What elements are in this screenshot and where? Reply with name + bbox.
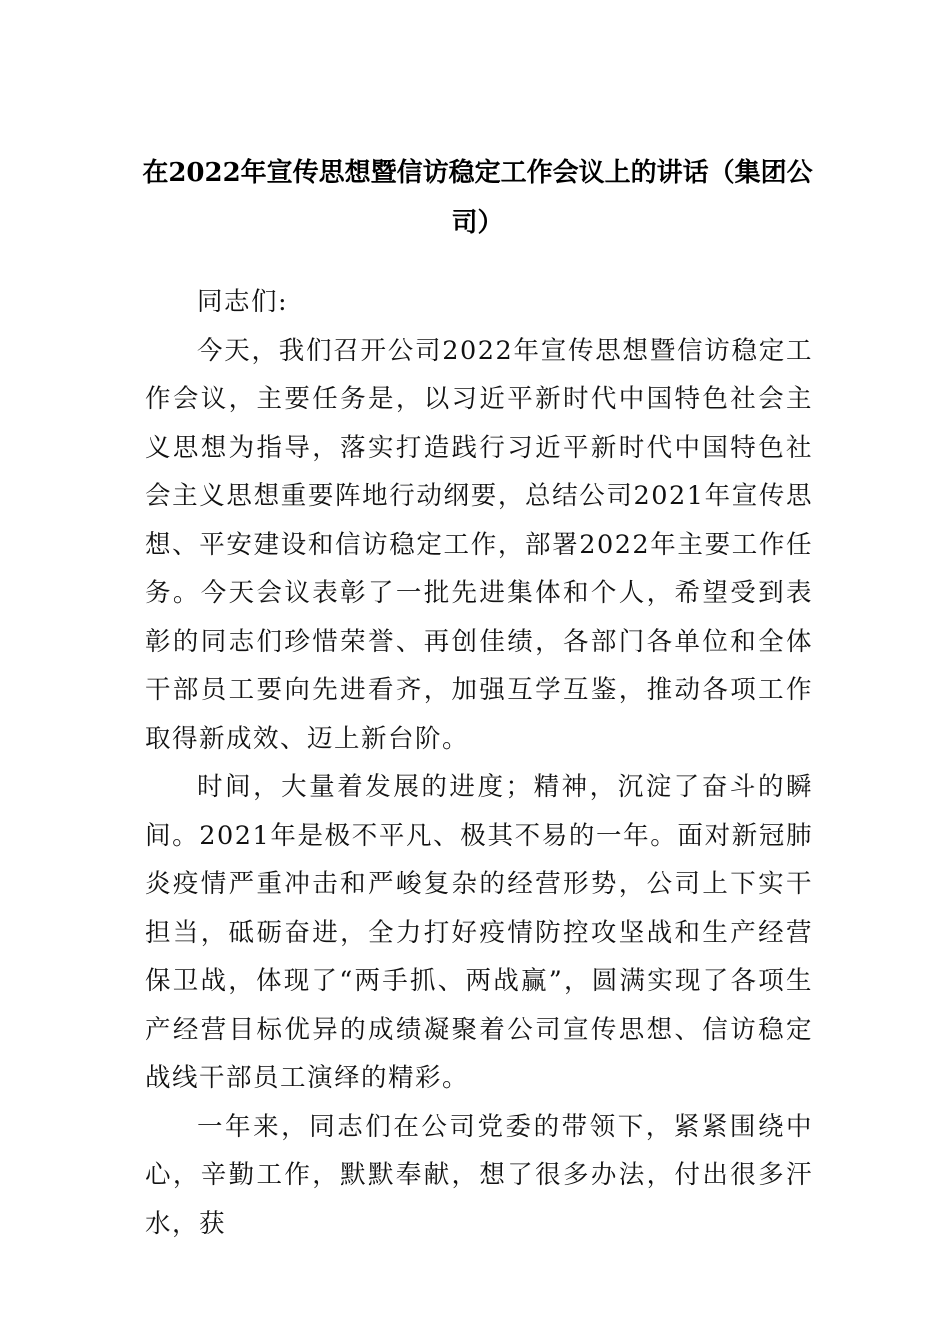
document-body: [145, 278, 813, 1248]
salutation: 同志们:: [197, 287, 289, 317]
document-title: 在2022年宣传思想暨信访稳定工作会议上的讲话（集团公司）: [142, 158, 813, 238]
paragraph-2: 时间，大量着发展的进度；精神，沉淀了奋斗的瞬间。2021年是极不平凡、极其不易的一年。面对新冠肺炎疫情严重冲击和严峻复杂的经营形势，公司上下实干担当，砥砺奋进，全力打好疫情防控攻坚战和生产经营保卫战，体现了“两手抓、两战赢”，圆满实现了各项生产经营目标优异的成绩凝聚着公司宣传思想、信访稳定战线干部员工演绎的精彩。: [145, 772, 813, 1093]
paragraph-1: 今天，我们召开公司2022年宣传思想暨信访稳定工作会议，主要任务是，以习近平新时代中国特色社会主义思想为指导，落实打造践行习近平新时代中国特色社会主义思想重要阵地行动纲要，总结公司2021年宣传思想、平安建设和信访稳定工作，部署2022年主要工作任务。今天会议表彰了一批先进集体和个人，希望受到表彰的同志们珍惜荣誉、再创佳绩，各部门各单位和全体干部员工要向先进看齐，加强互学互鉴，推动各项工作取得新成效、迈上新台阶。: [145, 335, 813, 754]
paragraph-3: 一年来，同志们在公司党委的带领下，紧紧围绕中心，辛勤工作，默默奉献，想了很多办法，付出很多汗水，获: [145, 1111, 813, 1239]
